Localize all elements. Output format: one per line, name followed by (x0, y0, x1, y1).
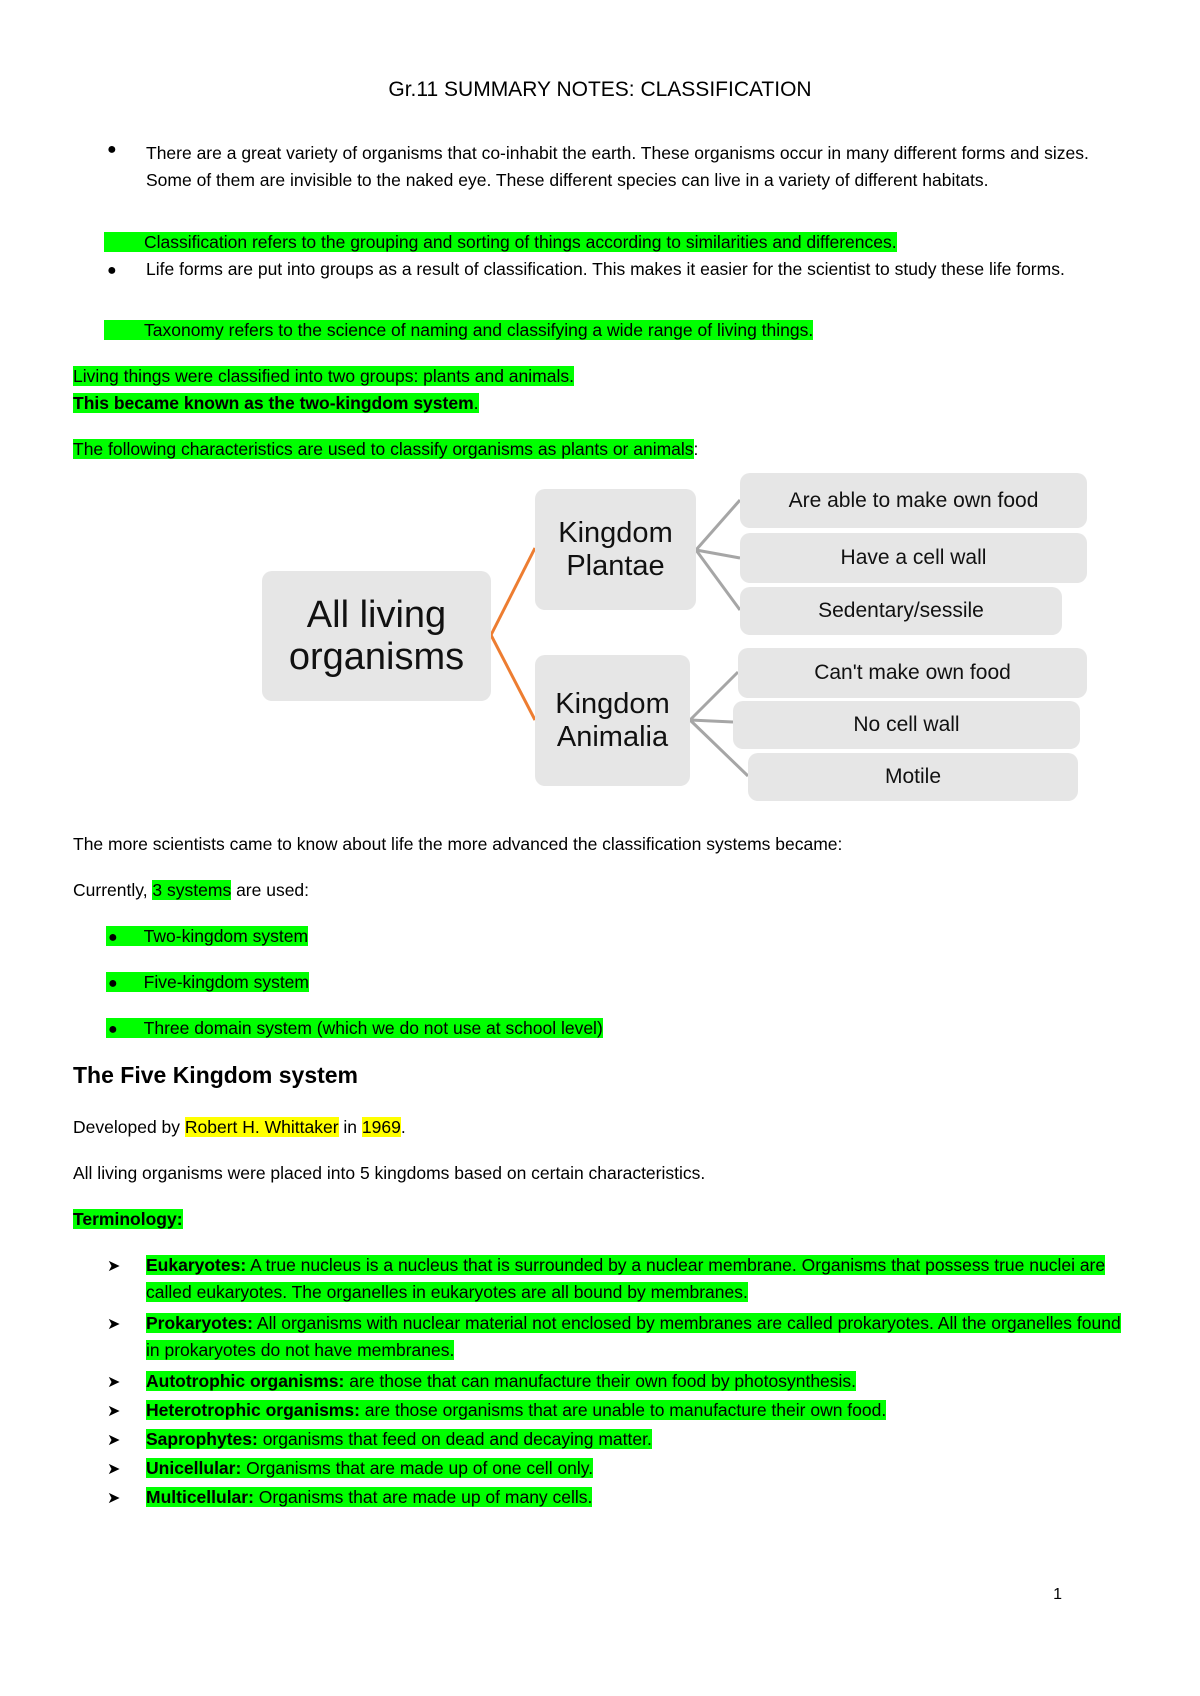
plantae-trait-box (740, 533, 1087, 583)
term-definition: organisms that feed on dead and decaying matter. (257, 1429, 652, 1449)
term-definition: Organisms that are made up of one cell only. (241, 1458, 594, 1478)
term-label: Eukaryotes: (146, 1255, 247, 1275)
animalia-trait-box (738, 648, 1087, 698)
term-label: Prokaryotes: (146, 1313, 253, 1333)
term-label: Unicellular: (146, 1458, 242, 1478)
term-definition: A true nucleus is a nucleus that is surrounded by a nuclear membrane. Organisms that possess true nuclei are called eukaryotes. The organelles in eukaryotes are all bound by membranes. (146, 1255, 1106, 1302)
page-number: 1 (1053, 1586, 1062, 1603)
five-kingdom-heading: The Five Kingdom system (73, 1062, 359, 1088)
animalia-trait-box (733, 701, 1080, 749)
plantae-trait-label: Sedentary/sessile (818, 599, 984, 622)
two-kingdom-period: . (473, 393, 479, 413)
term-label: Heterotrophic organisms: (146, 1400, 360, 1420)
system-item (106, 972, 309, 992)
intro-bullet-3: Life forms are put into groups as a result of classification. This makes it easier for the scientist to study these life forms. (146, 259, 1065, 279)
bullet-dot: ● (107, 262, 117, 279)
year-highlight: 1969 (361, 1117, 401, 1137)
system-item-row (106, 1015, 603, 1043)
terminology-item (146, 1397, 886, 1424)
currently-line (73, 877, 309, 904)
system-item-row (106, 923, 308, 951)
animalia-trait-connector (690, 672, 738, 720)
term-label: Multicellular: (146, 1487, 254, 1507)
root-to-animalia-connector (491, 635, 535, 720)
system-item (106, 926, 308, 946)
bullet-dot: ● (108, 929, 118, 946)
animalia-trait-connector (690, 720, 733, 722)
bullet-dot: ● (108, 1021, 118, 1038)
term-definition: Organisms that are made up of many cells. (253, 1487, 593, 1507)
terminology-heading-row (73, 1206, 183, 1233)
kingdom-animalia-box (535, 655, 690, 786)
arrow-bullet-icon: ➤ (107, 1461, 121, 1478)
characteristics-colon: : (693, 439, 699, 459)
arrow-bullet-icon: ➤ (107, 1258, 121, 1275)
system-item-label: Three domain system (which we do not use at school level) (143, 1018, 603, 1038)
bullet-dot: ● (108, 975, 118, 992)
placed-line: All living organisms were placed into 5 kingdoms based on certain characteristics. (73, 1163, 706, 1183)
animalia-trait-label: Motile (884, 765, 942, 788)
term-definition: are those organisms that are unable to manufacture their own food. (359, 1400, 887, 1420)
developed-mid: in (338, 1117, 362, 1137)
two-kingdom-system-text: This became known as the two-kingdom system (73, 393, 474, 413)
developed-end: . (400, 1117, 406, 1137)
currently-suffix: are used: (231, 880, 310, 900)
animalia-trait-label: Can't make own food (814, 661, 1011, 684)
plantae-trait-label: Have a cell wall (840, 546, 987, 569)
terminology-item (146, 1455, 593, 1482)
bullet-dot: ● (107, 141, 117, 158)
term-definition: All organisms with nuclear material not enclosed by membranes are called prokaryotes. All the organelles found in prokaryotes do not have membranes. (146, 1313, 1121, 1360)
arrow-bullet-icon: ➤ (107, 1490, 121, 1507)
two-kingdom-groups-text: Living things were classified into two groups: plants and animals. (73, 366, 574, 386)
animalia-trait-box (748, 753, 1078, 801)
intro-bullet-2: Classification refers to the grouping and sorting of things according to similarities and differences. (104, 232, 897, 252)
arrow-bullet-icon: ➤ (107, 1374, 121, 1391)
arrow-bullet-icon: ➤ (107, 1316, 121, 1333)
system-item-label: Two-kingdom system (143, 926, 309, 946)
characteristics-text: The following characteristics are used to classify organisms as plants or animals (73, 439, 694, 459)
intro-bullet-4: Taxonomy refers to the science of naming and classifying a wide range of living things. (104, 320, 813, 340)
developed-prefix: Developed by (73, 1117, 185, 1137)
system-item-row (106, 969, 309, 997)
plantae-trait-box (740, 473, 1087, 528)
terminology-item (146, 1484, 592, 1511)
developer-name-highlight: Robert H. Whittaker (184, 1117, 339, 1137)
term-label: Saprophytes: (146, 1429, 258, 1449)
kingdom-animalia-label: Kingdom Animalia (555, 687, 670, 753)
kingdom-plantae-box (535, 489, 696, 610)
term-definition: are those that can manufacture their own food by photosynthesis. (344, 1371, 857, 1391)
terminology-item (146, 1426, 652, 1453)
kingdom-plantae-label: Kingdom Plantae (558, 516, 673, 582)
terminology-heading: Terminology: (73, 1209, 183, 1229)
diagram-root-label: All living organisms (288, 594, 465, 678)
plantae-trait-connector (696, 550, 740, 610)
term-label: Autotrophic organisms: (146, 1371, 345, 1391)
currently-prefix: Currently, (73, 880, 153, 900)
terminology-item (146, 1368, 856, 1395)
advanced-line: The more scientists came to know about life the more advanced the classification systems became: (73, 834, 843, 854)
developed-line (73, 1114, 406, 1141)
plantae-trait-connector (696, 500, 740, 550)
terminology-item (146, 1310, 1136, 1364)
system-item (106, 1018, 603, 1038)
arrow-bullet-icon: ➤ (107, 1432, 121, 1449)
plantae-trait-label: Are able to make own food (788, 488, 1039, 512)
root-to-plantae-connector (491, 548, 535, 635)
page-title: Gr.11 SUMMARY NOTES: CLASSIFICATION (388, 78, 812, 101)
plantae-trait-box (740, 587, 1062, 635)
systems-count-highlight: 3 systems (152, 880, 232, 900)
animalia-trait-label: No cell wall (853, 713, 960, 736)
system-item-label: Five-kingdom system (143, 972, 309, 992)
arrow-bullet-icon: ➤ (107, 1403, 121, 1420)
intro-bullet-1: There are a great variety of organisms that co-inhabit the earth. These organisms occur in many different forms and sizes. Some of them are invisible to the naked eye. These different species can live in a variety of different habitats. (146, 143, 1089, 190)
diagram-root-box (262, 571, 491, 701)
terminology-item (146, 1252, 1136, 1306)
